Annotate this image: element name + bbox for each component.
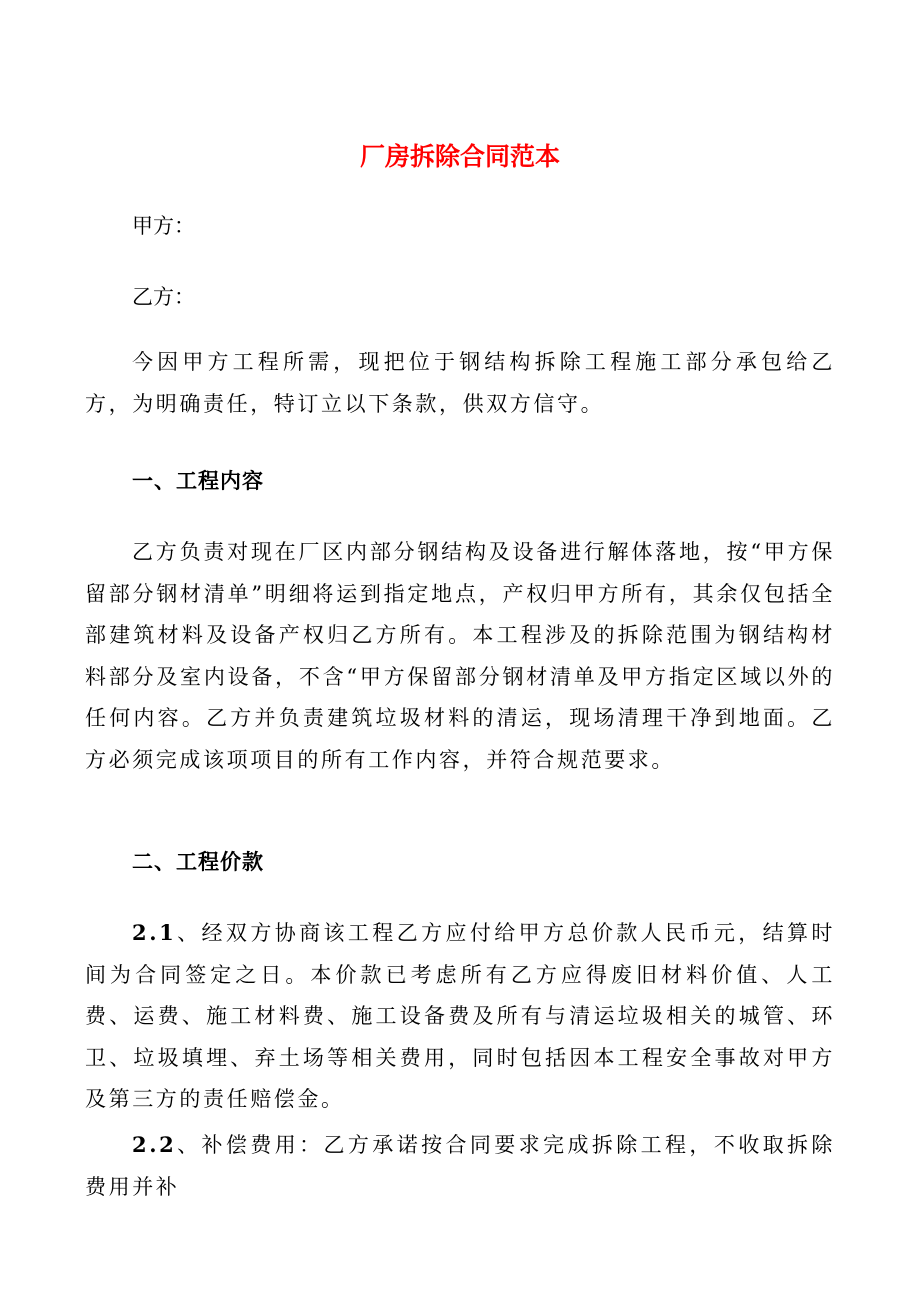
document-title: 厂房拆除合同范本 bbox=[359, 142, 560, 171]
section-2-heading: 二、工程价款 bbox=[132, 849, 264, 874]
clause-2-1 bbox=[85, 912, 835, 1121]
party-b-label: 乙方： bbox=[132, 285, 195, 309]
clause-2-2-number: 2.2 bbox=[132, 1132, 177, 1157]
clause-2-2 bbox=[85, 1124, 835, 1199]
clause-2-1-number: 2.1 bbox=[132, 920, 177, 945]
section-1-heading: 一、工程内容 bbox=[132, 468, 264, 493]
party-a-label: 甲方： bbox=[132, 214, 195, 238]
section-1-body: 乙方负责对现在厂区内部分钢结构及设备进行解体落地，按“甲方保留部分钢材清单”明细将运到指定地点，产权归甲方所有，其余仅包括全部建筑材料及设备产权归乙方所有。本工程涉及的拆除范围为钢结构材料部分及室内设备，不含“甲方保留部分钢材清单及甲方指定区域以外的任何内容。乙方并负责建筑垃圾材料的清运，现场清理干净到地面。乙方必须完成该项项目的所有工作内容，并符合规范要求。 bbox=[85, 540, 835, 772]
clause-2-2-text: 、补偿费用：乙方承诺按合同要求完成拆除工程，不收取拆除费用并补 bbox=[85, 1133, 835, 1199]
clause-2-1-text: 、经双方协商该工程乙方应付给甲方总价款人民币元，结算时间为合同签定之日。本价款已考虑所有乙方应得废旧材料价值、人工费、运费、施工材料费、施工设备费及所有与清运垃圾相关的城管、环卫、垃圾填埋、弃土场等相关费用，同时包括因本工程安全事故对甲方及第三方的责任赔偿金。 bbox=[85, 921, 835, 1111]
intro-paragraph: 今因甲方工程所需，现把位于钢结构拆除工程施工部分承包给乙方，为明确责任，特订立以下条款，供双方信守。 bbox=[85, 350, 835, 416]
